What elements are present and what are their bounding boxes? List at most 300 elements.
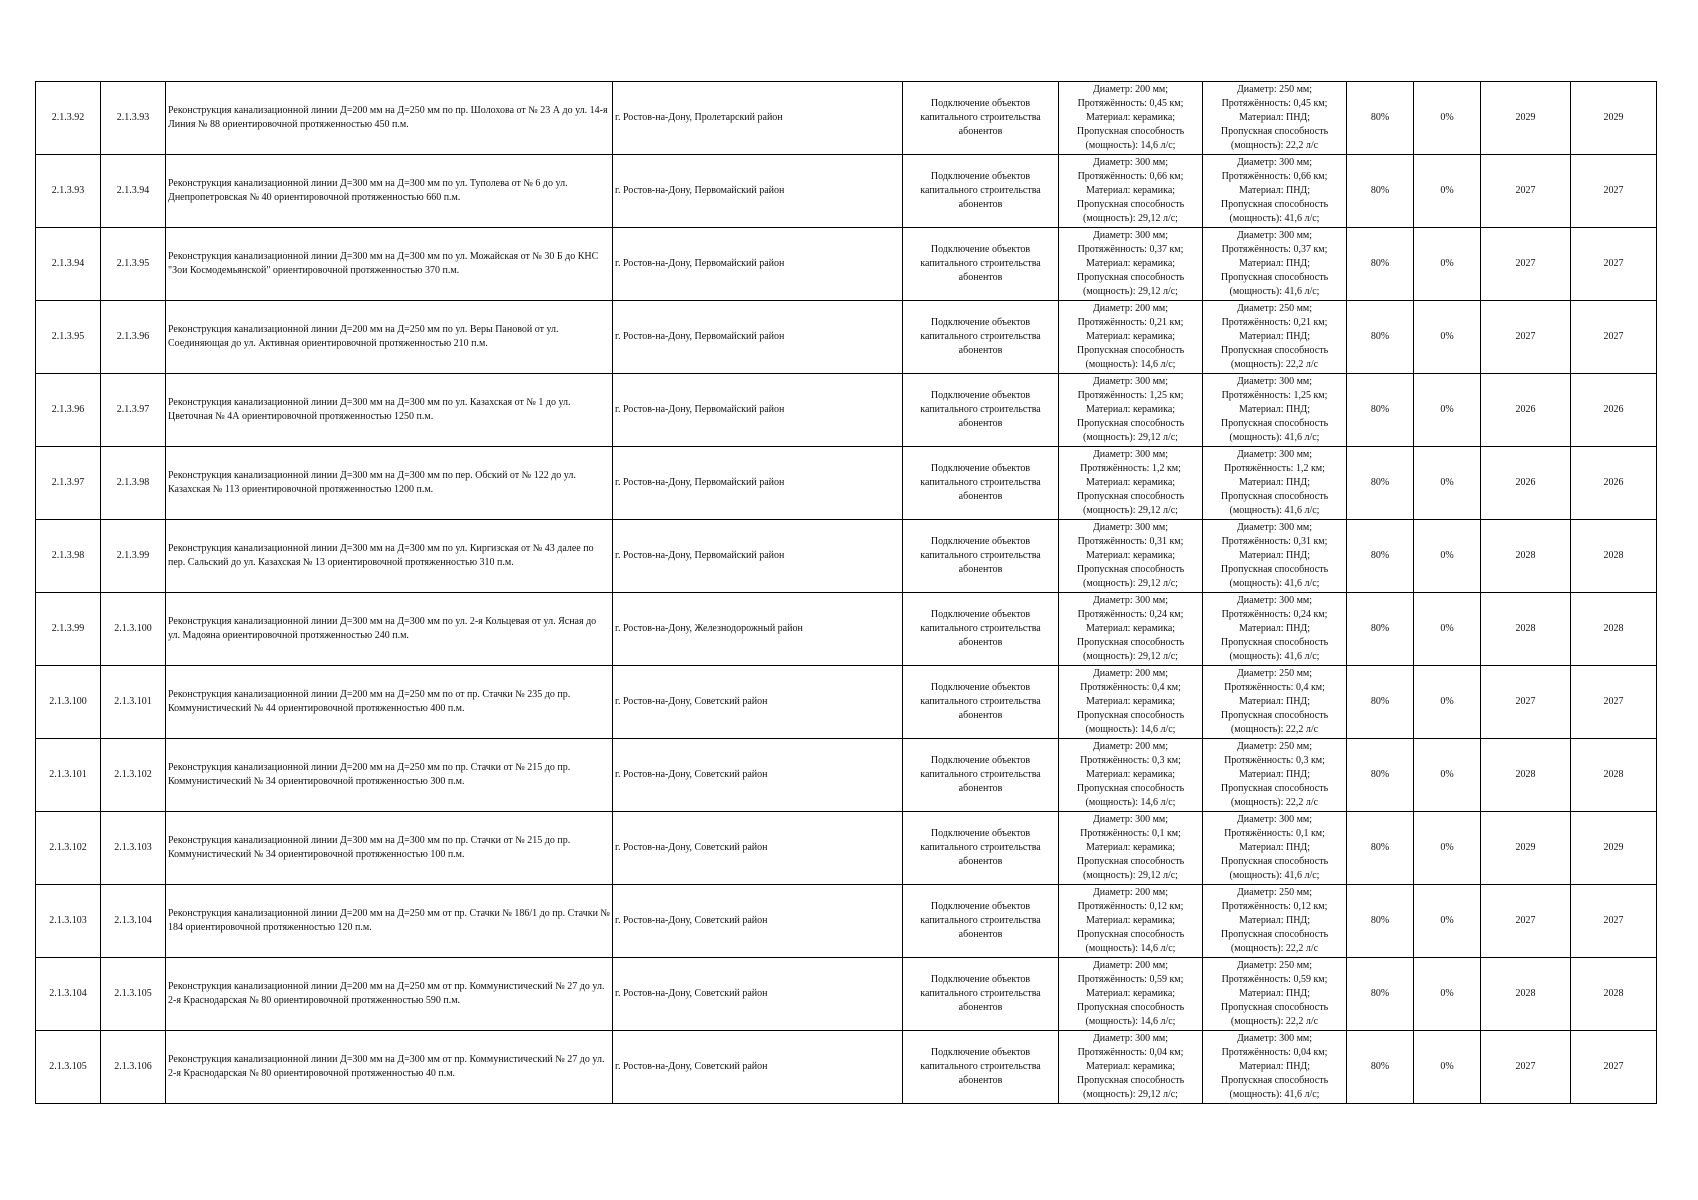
parameters-after-cell-line: Протяжённость: 0,21 км;: [1221, 317, 1328, 328]
parameters-after-cell-line: (мощность): 22,2 л/с: [1230, 943, 1319, 954]
end-year-cell: 2027: [1571, 666, 1657, 739]
start-year-cell: 2027: [1481, 155, 1571, 228]
parameters-before-cell-line: Пропускная способность: [1076, 710, 1185, 721]
parameters-before-cell-line: Протяжённость: 0,24 км;: [1077, 609, 1184, 620]
purpose-cell-line: капитального строительства: [920, 988, 1041, 999]
parameters-after-cell-line: Диаметр: 300 мм;: [1236, 157, 1313, 168]
parameters-after-cell-line: Пропускная способность: [1220, 345, 1329, 356]
purpose-cell-line: абонентов: [958, 1002, 1003, 1013]
parameters-after-cell-line: Материал: ПНД;: [1238, 185, 1311, 196]
parameters-before-cell-line: (мощность): 14,6 л/с;: [1085, 359, 1176, 370]
parameters-after-cell-line: (мощность): 22,2 л/с: [1230, 797, 1319, 808]
parameters-before-cell-line: Диаметр: 300 мм;: [1092, 595, 1169, 606]
project-code-cell: 2.1.3.99: [101, 520, 166, 593]
start-year-cell: 2029: [1481, 82, 1571, 155]
purpose-cell-line: капитального строительства: [920, 842, 1041, 853]
document-page: [35, 81, 1656, 1104]
parameters-after-cell-line: Диаметр: 250 мм;: [1236, 741, 1313, 752]
purpose-cell: [903, 666, 1059, 739]
parameters-before-cell: [1059, 301, 1203, 374]
end-year-cell: 2029: [1571, 82, 1657, 155]
parameters-before-cell-line: Пропускная способность: [1076, 856, 1185, 867]
parameters-after-cell: [1203, 885, 1347, 958]
project-code-cell: 2.1.3.94: [101, 155, 166, 228]
purpose-cell-line: Подключение объектов: [930, 609, 1031, 620]
parameters-after-cell-line: Материал: ПНД;: [1238, 112, 1311, 123]
parameters-after-cell-line: Диаметр: 300 мм;: [1236, 376, 1313, 387]
parameters-after-cell-line: Протяжённость: 0,4 км;: [1224, 682, 1325, 693]
purpose-cell-line: абонентов: [958, 491, 1003, 502]
table-row: [36, 812, 1657, 885]
parameters-after-cell-line: Пропускная способность: [1220, 783, 1329, 794]
parameters-before-cell-line: Диаметр: 200 мм;: [1092, 887, 1169, 898]
parameters-after-cell-line: (мощность): 41,6 л/с;: [1229, 578, 1320, 589]
location-cell: г. Ростов-на-Дону, Первомайский район: [613, 301, 903, 374]
parameters-before-cell-line: Материал: керамика;: [1085, 623, 1176, 634]
parameters-before-cell-line: Материал: керамика;: [1085, 1061, 1176, 1072]
parameters-before-cell-line: Протяжённость: 0,04 км;: [1077, 1047, 1184, 1058]
location-cell: г. Ростов-на-Дону, Первомайский район: [613, 447, 903, 520]
wear-before-cell: 80%: [1347, 812, 1414, 885]
location-cell: г. Ростов-на-Дону, Первомайский район: [613, 520, 903, 593]
parameters-before-cell-line: (мощность): 29,12 л/с;: [1083, 870, 1178, 881]
location-cell: г. Ростов-на-Дону, Советский район: [613, 958, 903, 1031]
parameters-after-cell-line: (мощность): 22,2 л/с: [1230, 140, 1319, 151]
wear-after-cell: 0%: [1414, 301, 1481, 374]
purpose-cell-line: абонентов: [958, 126, 1003, 137]
purpose-cell-line: капитального строительства: [920, 185, 1041, 196]
purpose-cell-line: Подключение объектов: [930, 244, 1031, 255]
purpose-cell-line: Подключение объектов: [930, 317, 1031, 328]
purpose-cell-line: Подключение объектов: [930, 463, 1031, 474]
table-row: [36, 520, 1657, 593]
table-row: [36, 155, 1657, 228]
parameters-before-cell-line: Диаметр: 300 мм;: [1092, 376, 1169, 387]
parameters-before-cell-line: Протяжённость: 0,59 км;: [1077, 974, 1184, 985]
parameters-after-cell-line: Материал: ПНД;: [1238, 623, 1311, 634]
parameters-after-cell-line: Материал: ПНД;: [1238, 915, 1311, 926]
purpose-cell: [903, 958, 1059, 1031]
end-year-cell: 2026: [1571, 374, 1657, 447]
parameters-before-cell-line: (мощность): 29,12 л/с;: [1083, 432, 1178, 443]
purpose-cell: [903, 155, 1059, 228]
project-code-cell: 2.1.3.95: [101, 228, 166, 301]
location-cell: г. Ростов-на-Дону, Советский район: [613, 812, 903, 885]
parameters-after-cell-line: Протяжённость: 0,04 км;: [1221, 1047, 1328, 1058]
row-number-cell: 2.1.3.99: [36, 593, 101, 666]
parameters-before-cell-line: Протяжённость: 0,12 км;: [1077, 901, 1184, 912]
purpose-cell-line: Подключение объектов: [930, 98, 1031, 109]
row-number-cell: 2.1.3.105: [36, 1031, 101, 1104]
parameters-before-cell: [1059, 812, 1203, 885]
parameters-after-cell-line: Пропускная способность: [1220, 1075, 1329, 1086]
purpose-cell: [903, 301, 1059, 374]
purpose-cell-line: капитального строительства: [920, 258, 1041, 269]
parameters-after-cell: [1203, 1031, 1347, 1104]
parameters-after-cell-line: Пропускная способность: [1220, 710, 1329, 721]
purpose-cell-line: Подключение объектов: [930, 974, 1031, 985]
parameters-after-cell-line: (мощность): 41,6 л/с;: [1229, 286, 1320, 297]
parameters-before-cell: [1059, 1031, 1203, 1104]
parameters-before-cell-line: (мощность): 29,12 л/с;: [1083, 578, 1178, 589]
project-description-cell: Реконструкция канализационной линии Д=300 мм на Д=300 мм по ул. Туполева от № 6 до ул. Днепропетровская № 40 ориентировочной протяженностью 660 п.м.: [166, 155, 613, 228]
row-number-cell: 2.1.3.95: [36, 301, 101, 374]
purpose-cell-line: Подключение объектов: [930, 390, 1031, 401]
table-row: [36, 82, 1657, 155]
parameters-before-cell-line: (мощность): 29,12 л/с;: [1083, 1089, 1178, 1100]
purpose-cell-line: Подключение объектов: [930, 171, 1031, 182]
start-year-cell: 2029: [1481, 812, 1571, 885]
project-code-cell: 2.1.3.100: [101, 593, 166, 666]
project-description-cell: Реконструкция канализационной линии Д=300 мм на Д=300 мм по ул. 2-я Кольцевая от ул. Ясная до ул. Мадояна ориентировочной протяженностью 240 п.м.: [166, 593, 613, 666]
table-row: [36, 301, 1657, 374]
parameters-after-cell-line: (мощность): 41,6 л/с;: [1229, 432, 1320, 443]
parameters-before-cell: [1059, 666, 1203, 739]
project-code-cell: 2.1.3.93: [101, 82, 166, 155]
table-body: [36, 82, 1657, 1104]
parameters-after-cell-line: Протяжённость: 0,1 км;: [1224, 828, 1325, 839]
parameters-after-cell-line: Материал: ПНД;: [1238, 550, 1311, 561]
parameters-after-cell-line: (мощность): 22,2 л/с: [1230, 724, 1319, 735]
project-code-cell: 2.1.3.102: [101, 739, 166, 812]
purpose-cell-line: Подключение объектов: [930, 828, 1031, 839]
wear-before-cell: 80%: [1347, 374, 1414, 447]
parameters-before-cell-line: Пропускная способность: [1076, 491, 1185, 502]
location-cell: г. Ростов-на-Дону, Первомайский район: [613, 155, 903, 228]
parameters-before-cell-line: (мощность): 14,6 л/с;: [1085, 724, 1176, 735]
project-code-cell: 2.1.3.98: [101, 447, 166, 520]
row-number-cell: 2.1.3.92: [36, 82, 101, 155]
parameters-after-cell-line: Диаметр: 250 мм;: [1236, 887, 1313, 898]
parameters-after-cell-line: (мощность): 41,6 л/с;: [1229, 870, 1320, 881]
wear-before-cell: 80%: [1347, 739, 1414, 812]
parameters-before-cell-line: Диаметр: 300 мм;: [1092, 230, 1169, 241]
parameters-before-cell-line: Материал: керамика;: [1085, 112, 1176, 123]
parameters-after-cell-line: Протяжённость: 0,3 км;: [1224, 755, 1325, 766]
parameters-before-cell-line: Протяжённость: 0,1 км;: [1080, 828, 1181, 839]
parameters-after-cell: [1203, 155, 1347, 228]
location-cell: г. Ростов-на-Дону, Советский район: [613, 739, 903, 812]
parameters-before-cell-line: Диаметр: 200 мм;: [1092, 668, 1169, 679]
parameters-after-cell: [1203, 374, 1347, 447]
parameters-before-cell-line: Материал: керамика;: [1085, 988, 1176, 999]
purpose-cell-line: капитального строительства: [920, 112, 1041, 123]
parameters-before-cell-line: Протяжённость: 0,31 км;: [1077, 536, 1184, 547]
purpose-cell: [903, 885, 1059, 958]
parameters-after-cell: [1203, 301, 1347, 374]
parameters-after-cell-line: Пропускная способность: [1220, 856, 1329, 867]
project-code-cell: 2.1.3.103: [101, 812, 166, 885]
table-row: [36, 593, 1657, 666]
parameters-before-cell: [1059, 520, 1203, 593]
end-year-cell: 2028: [1571, 593, 1657, 666]
location-cell: г. Ростов-на-Дону, Советский район: [613, 885, 903, 958]
parameters-after-cell-line: Диаметр: 300 мм;: [1236, 814, 1313, 825]
parameters-before-cell-line: Диаметр: 200 мм;: [1092, 960, 1169, 971]
parameters-before-cell: [1059, 593, 1203, 666]
end-year-cell: 2028: [1571, 520, 1657, 593]
parameters-after-cell: [1203, 739, 1347, 812]
parameters-after-cell-line: (мощность): 41,6 л/с;: [1229, 213, 1320, 224]
parameters-before-cell: [1059, 885, 1203, 958]
row-number-cell: 2.1.3.101: [36, 739, 101, 812]
parameters-before-cell-line: Диаметр: 200 мм;: [1092, 741, 1169, 752]
parameters-before-cell-line: Протяжённость: 0,45 км;: [1077, 98, 1184, 109]
end-year-cell: 2026: [1571, 447, 1657, 520]
parameters-before-cell-line: Материал: керамика;: [1085, 915, 1176, 926]
row-number-cell: 2.1.3.97: [36, 447, 101, 520]
wear-after-cell: 0%: [1414, 374, 1481, 447]
parameters-before-cell-line: (мощность): 29,12 л/с;: [1083, 213, 1178, 224]
parameters-before-cell-line: (мощность): 29,12 л/с;: [1083, 651, 1178, 662]
end-year-cell: 2027: [1571, 1031, 1657, 1104]
parameters-before-cell-line: Материал: керамика;: [1085, 696, 1176, 707]
parameters-before-cell-line: Протяжённость: 0,21 км;: [1077, 317, 1184, 328]
purpose-cell: [903, 593, 1059, 666]
location-cell: г. Ростов-на-Дону, Первомайский район: [613, 228, 903, 301]
parameters-before-cell: [1059, 958, 1203, 1031]
parameters-after-cell-line: (мощность): 41,6 л/с;: [1229, 1089, 1320, 1100]
parameters-after-cell-line: Протяжённость: 0,45 км;: [1221, 98, 1328, 109]
wear-after-cell: 0%: [1414, 228, 1481, 301]
parameters-after-cell-line: Протяжённость: 0,59 км;: [1221, 974, 1328, 985]
parameters-after-cell-line: Диаметр: 250 мм;: [1236, 668, 1313, 679]
wear-before-cell: 80%: [1347, 885, 1414, 958]
parameters-before-cell-line: Пропускная способность: [1076, 637, 1185, 648]
parameters-before-cell-line: Пропускная способность: [1076, 126, 1185, 137]
parameters-before-cell-line: Протяжённость: 0,4 км;: [1080, 682, 1181, 693]
wear-before-cell: 80%: [1347, 1031, 1414, 1104]
parameters-before-cell-line: Протяжённость: 0,66 км;: [1077, 171, 1184, 182]
parameters-before-cell-line: Диаметр: 300 мм;: [1092, 1033, 1169, 1044]
parameters-after-cell: [1203, 958, 1347, 1031]
project-description-cell: Реконструкция канализационной линии Д=200 мм на Д=250 мм от пр. Стачки № 186/1 до пр. Стачки № 184 ориентировочной протяженностью 120 п.м.: [166, 885, 613, 958]
wear-before-cell: 80%: [1347, 520, 1414, 593]
row-number-cell: 2.1.3.93: [36, 155, 101, 228]
wear-after-cell: 0%: [1414, 520, 1481, 593]
end-year-cell: 2028: [1571, 958, 1657, 1031]
table-row: [36, 1031, 1657, 1104]
row-number-cell: 2.1.3.103: [36, 885, 101, 958]
project-code-cell: 2.1.3.97: [101, 374, 166, 447]
wear-before-cell: 80%: [1347, 593, 1414, 666]
parameters-after-cell: [1203, 593, 1347, 666]
parameters-after-cell-line: Пропускная способность: [1220, 564, 1329, 575]
parameters-after-cell: [1203, 520, 1347, 593]
end-year-cell: 2029: [1571, 812, 1657, 885]
project-code-cell: 2.1.3.105: [101, 958, 166, 1031]
purpose-cell-line: абонентов: [958, 929, 1003, 940]
row-number-cell: 2.1.3.104: [36, 958, 101, 1031]
location-cell: г. Ростов-на-Дону, Железнодорожный район: [613, 593, 903, 666]
location-cell: г. Ростов-на-Дону, Первомайский район: [613, 374, 903, 447]
parameters-before-cell-line: (мощность): 14,6 л/с;: [1085, 797, 1176, 808]
project-description-cell: Реконструкция канализационной линии Д=200 мм на Д=250 мм от пр. Коммунистический № 27 до ул. 2-я Краснодарская № 80 ориентировочной протяженностью 590 п.м.: [166, 958, 613, 1031]
project-description-cell: Реконструкция канализационной линии Д=300 мм на Д=300 мм по пр. Стачки от № 215 до пр. Коммунистический № 34 ориентировочной протяженностью 100 п.м.: [166, 812, 613, 885]
wear-after-cell: 0%: [1414, 666, 1481, 739]
wear-before-cell: 80%: [1347, 666, 1414, 739]
parameters-before-cell: [1059, 739, 1203, 812]
purpose-cell-line: абонентов: [958, 783, 1003, 794]
investment-program-table: [35, 81, 1657, 1104]
parameters-after-cell-line: Материал: ПНД;: [1238, 696, 1311, 707]
start-year-cell: 2027: [1481, 885, 1571, 958]
parameters-before-cell-line: Материал: керамика;: [1085, 842, 1176, 853]
row-number-cell: 2.1.3.96: [36, 374, 101, 447]
parameters-before-cell-line: Материал: керамика;: [1085, 404, 1176, 415]
purpose-cell-line: капитального строительства: [920, 915, 1041, 926]
wear-before-cell: 80%: [1347, 301, 1414, 374]
parameters-before-cell-line: Материал: керамика;: [1085, 769, 1176, 780]
start-year-cell: 2028: [1481, 520, 1571, 593]
project-description-cell: Реконструкция канализационной линии Д=200 мм на Д=250 мм по пр. Шолохова от № 23 А до ул. 14-я Линия № 88 ориентировочной протяженностью 450 п.м.: [166, 82, 613, 155]
parameters-after-cell-line: Протяжённость: 0,12 км;: [1221, 901, 1328, 912]
parameters-after-cell-line: Протяжённость: 0,66 км;: [1221, 171, 1328, 182]
end-year-cell: 2027: [1571, 301, 1657, 374]
purpose-cell-line: капитального строительства: [920, 696, 1041, 707]
parameters-before-cell-line: (мощность): 29,12 л/с;: [1083, 505, 1178, 516]
parameters-before-cell-line: Пропускная способность: [1076, 1002, 1185, 1013]
purpose-cell: [903, 82, 1059, 155]
parameters-before-cell-line: Диаметр: 300 мм;: [1092, 449, 1169, 460]
parameters-after-cell-line: Материал: ПНД;: [1238, 769, 1311, 780]
purpose-cell: [903, 228, 1059, 301]
parameters-before-cell: [1059, 447, 1203, 520]
end-year-cell: 2027: [1571, 155, 1657, 228]
parameters-before-cell-line: (мощность): 14,6 л/с;: [1085, 943, 1176, 954]
parameters-before-cell-line: Диаметр: 300 мм;: [1092, 814, 1169, 825]
parameters-after-cell-line: (мощность): 41,6 л/с;: [1229, 651, 1320, 662]
parameters-after-cell-line: Диаметр: 300 мм;: [1236, 449, 1313, 460]
project-description-cell: Реконструкция канализационной линии Д=300 мм на Д=300 мм по пер. Обский от № 122 до ул. Казахская № 113 ориентировочной протяженностью 1200 п.м.: [166, 447, 613, 520]
parameters-after-cell-line: Пропускная способность: [1220, 199, 1329, 210]
parameters-after-cell-line: Пропускная способность: [1220, 1002, 1329, 1013]
parameters-after-cell-line: Протяжённость: 0,24 км;: [1221, 609, 1328, 620]
parameters-after-cell-line: Материал: ПНД;: [1238, 404, 1311, 415]
parameters-after-cell-line: Пропускная способность: [1220, 491, 1329, 502]
table-row: [36, 228, 1657, 301]
start-year-cell: 2026: [1481, 447, 1571, 520]
parameters-before-cell-line: Материал: керамика;: [1085, 258, 1176, 269]
parameters-before-cell: [1059, 374, 1203, 447]
start-year-cell: 2027: [1481, 301, 1571, 374]
project-description-cell: Реконструкция канализационной линии Д=200 мм на Д=250 мм по от пр. Стачки № 235 до пр. Коммунистический № 44 ориентировочной протяженностью 400 п.м.: [166, 666, 613, 739]
purpose-cell-line: Подключение объектов: [930, 901, 1031, 912]
parameters-before-cell-line: Материал: керамика;: [1085, 185, 1176, 196]
project-description-cell: Реконструкция канализационной линии Д=300 мм на Д=300 мм от пр. Коммунистический № 27 до ул. 2-я Краснодарская № 80 ориентировочной протяженностью 40 п.м.: [166, 1031, 613, 1104]
parameters-after-cell-line: (мощность): 22,2 л/с: [1230, 359, 1319, 370]
parameters-before-cell-line: (мощность): 14,6 л/с;: [1085, 140, 1176, 151]
row-number-cell: 2.1.3.94: [36, 228, 101, 301]
purpose-cell-line: Подключение объектов: [930, 682, 1031, 693]
end-year-cell: 2027: [1571, 228, 1657, 301]
purpose-cell-line: абонентов: [958, 710, 1003, 721]
purpose-cell-line: капитального строительства: [920, 477, 1041, 488]
purpose-cell-line: Подключение объектов: [930, 755, 1031, 766]
parameters-after-cell-line: Диаметр: 300 мм;: [1236, 230, 1313, 241]
purpose-cell-line: капитального строительства: [920, 1061, 1041, 1072]
parameters-after-cell-line: Материал: ПНД;: [1238, 477, 1311, 488]
parameters-before-cell-line: Протяжённость: 1,2 км;: [1080, 463, 1181, 474]
parameters-before-cell-line: Пропускная способность: [1076, 1075, 1185, 1086]
parameters-before-cell-line: (мощность): 29,12 л/с;: [1083, 286, 1178, 297]
parameters-before-cell-line: Протяжённость: 1,25 км;: [1077, 390, 1184, 401]
purpose-cell: [903, 447, 1059, 520]
start-year-cell: 2027: [1481, 228, 1571, 301]
parameters-before-cell-line: Диаметр: 200 мм;: [1092, 303, 1169, 314]
parameters-after-cell-line: Пропускная способность: [1220, 418, 1329, 429]
end-year-cell: 2027: [1571, 885, 1657, 958]
start-year-cell: 2028: [1481, 958, 1571, 1031]
parameters-after-cell-line: Пропускная способность: [1220, 929, 1329, 940]
purpose-cell: [903, 812, 1059, 885]
location-cell: г. Ростов-на-Дону, Советский район: [613, 666, 903, 739]
purpose-cell-line: абонентов: [958, 199, 1003, 210]
project-code-cell: 2.1.3.101: [101, 666, 166, 739]
parameters-before-cell-line: Пропускная способность: [1076, 272, 1185, 283]
project-code-cell: 2.1.3.104: [101, 885, 166, 958]
parameters-after-cell-line: Материал: ПНД;: [1238, 258, 1311, 269]
parameters-before-cell-line: Диаметр: 200 мм;: [1092, 84, 1169, 95]
parameters-before-cell-line: (мощность): 14,6 л/с;: [1085, 1016, 1176, 1027]
purpose-cell-line: абонентов: [958, 637, 1003, 648]
project-description-cell: Реконструкция канализационной линии Д=300 мм на Д=300 мм по ул. Можайская от № 30 Б до КНС "Зои Космодемьянской" ориентировочной протяженностью 370 п.м.: [166, 228, 613, 301]
parameters-before-cell-line: Пропускная способность: [1076, 345, 1185, 356]
start-year-cell: 2026: [1481, 374, 1571, 447]
purpose-cell-line: абонентов: [958, 564, 1003, 575]
parameters-before-cell-line: Диаметр: 300 мм;: [1092, 522, 1169, 533]
parameters-after-cell-line: Пропускная способность: [1220, 126, 1329, 137]
purpose-cell-line: капитального строительства: [920, 404, 1041, 415]
wear-after-cell: 0%: [1414, 82, 1481, 155]
row-number-cell: 2.1.3.100: [36, 666, 101, 739]
location-cell: г. Ростов-на-Дону, Пролетарский район: [613, 82, 903, 155]
purpose-cell-line: абонентов: [958, 272, 1003, 283]
parameters-after-cell-line: Протяжённость: 0,37 км;: [1221, 244, 1328, 255]
table-row: [36, 958, 1657, 1031]
project-code-cell: 2.1.3.106: [101, 1031, 166, 1104]
purpose-cell-line: абонентов: [958, 418, 1003, 429]
purpose-cell: [903, 520, 1059, 593]
parameters-after-cell: [1203, 228, 1347, 301]
parameters-after-cell-line: (мощность): 41,6 л/с;: [1229, 505, 1320, 516]
start-year-cell: 2028: [1481, 739, 1571, 812]
parameters-before-cell-line: Протяжённость: 0,3 км;: [1080, 755, 1181, 766]
purpose-cell-line: абонентов: [958, 856, 1003, 867]
parameters-after-cell-line: Диаметр: 250 мм;: [1236, 960, 1313, 971]
purpose-cell-line: капитального строительства: [920, 550, 1041, 561]
parameters-before-cell-line: Пропускная способность: [1076, 418, 1185, 429]
parameters-after-cell-line: Материал: ПНД;: [1238, 842, 1311, 853]
wear-after-cell: 0%: [1414, 593, 1481, 666]
parameters-after-cell: [1203, 812, 1347, 885]
parameters-before-cell-line: Пропускная способность: [1076, 783, 1185, 794]
start-year-cell: 2027: [1481, 666, 1571, 739]
parameters-before-cell-line: Пропускная способность: [1076, 564, 1185, 575]
purpose-cell-line: Подключение объектов: [930, 1047, 1031, 1058]
parameters-after-cell-line: Диаметр: 250 мм;: [1236, 303, 1313, 314]
parameters-before-cell-line: Материал: керамика;: [1085, 331, 1176, 342]
parameters-after-cell-line: (мощность): 22,2 л/с: [1230, 1016, 1319, 1027]
parameters-before-cell-line: Пропускная способность: [1076, 199, 1185, 210]
row-number-cell: 2.1.3.102: [36, 812, 101, 885]
table-row: [36, 739, 1657, 812]
start-year-cell: 2027: [1481, 1031, 1571, 1104]
parameters-after-cell-line: Пропускная способность: [1220, 272, 1329, 283]
table-row: [36, 447, 1657, 520]
wear-after-cell: 0%: [1414, 812, 1481, 885]
parameters-after-cell-line: Диаметр: 300 мм;: [1236, 522, 1313, 533]
